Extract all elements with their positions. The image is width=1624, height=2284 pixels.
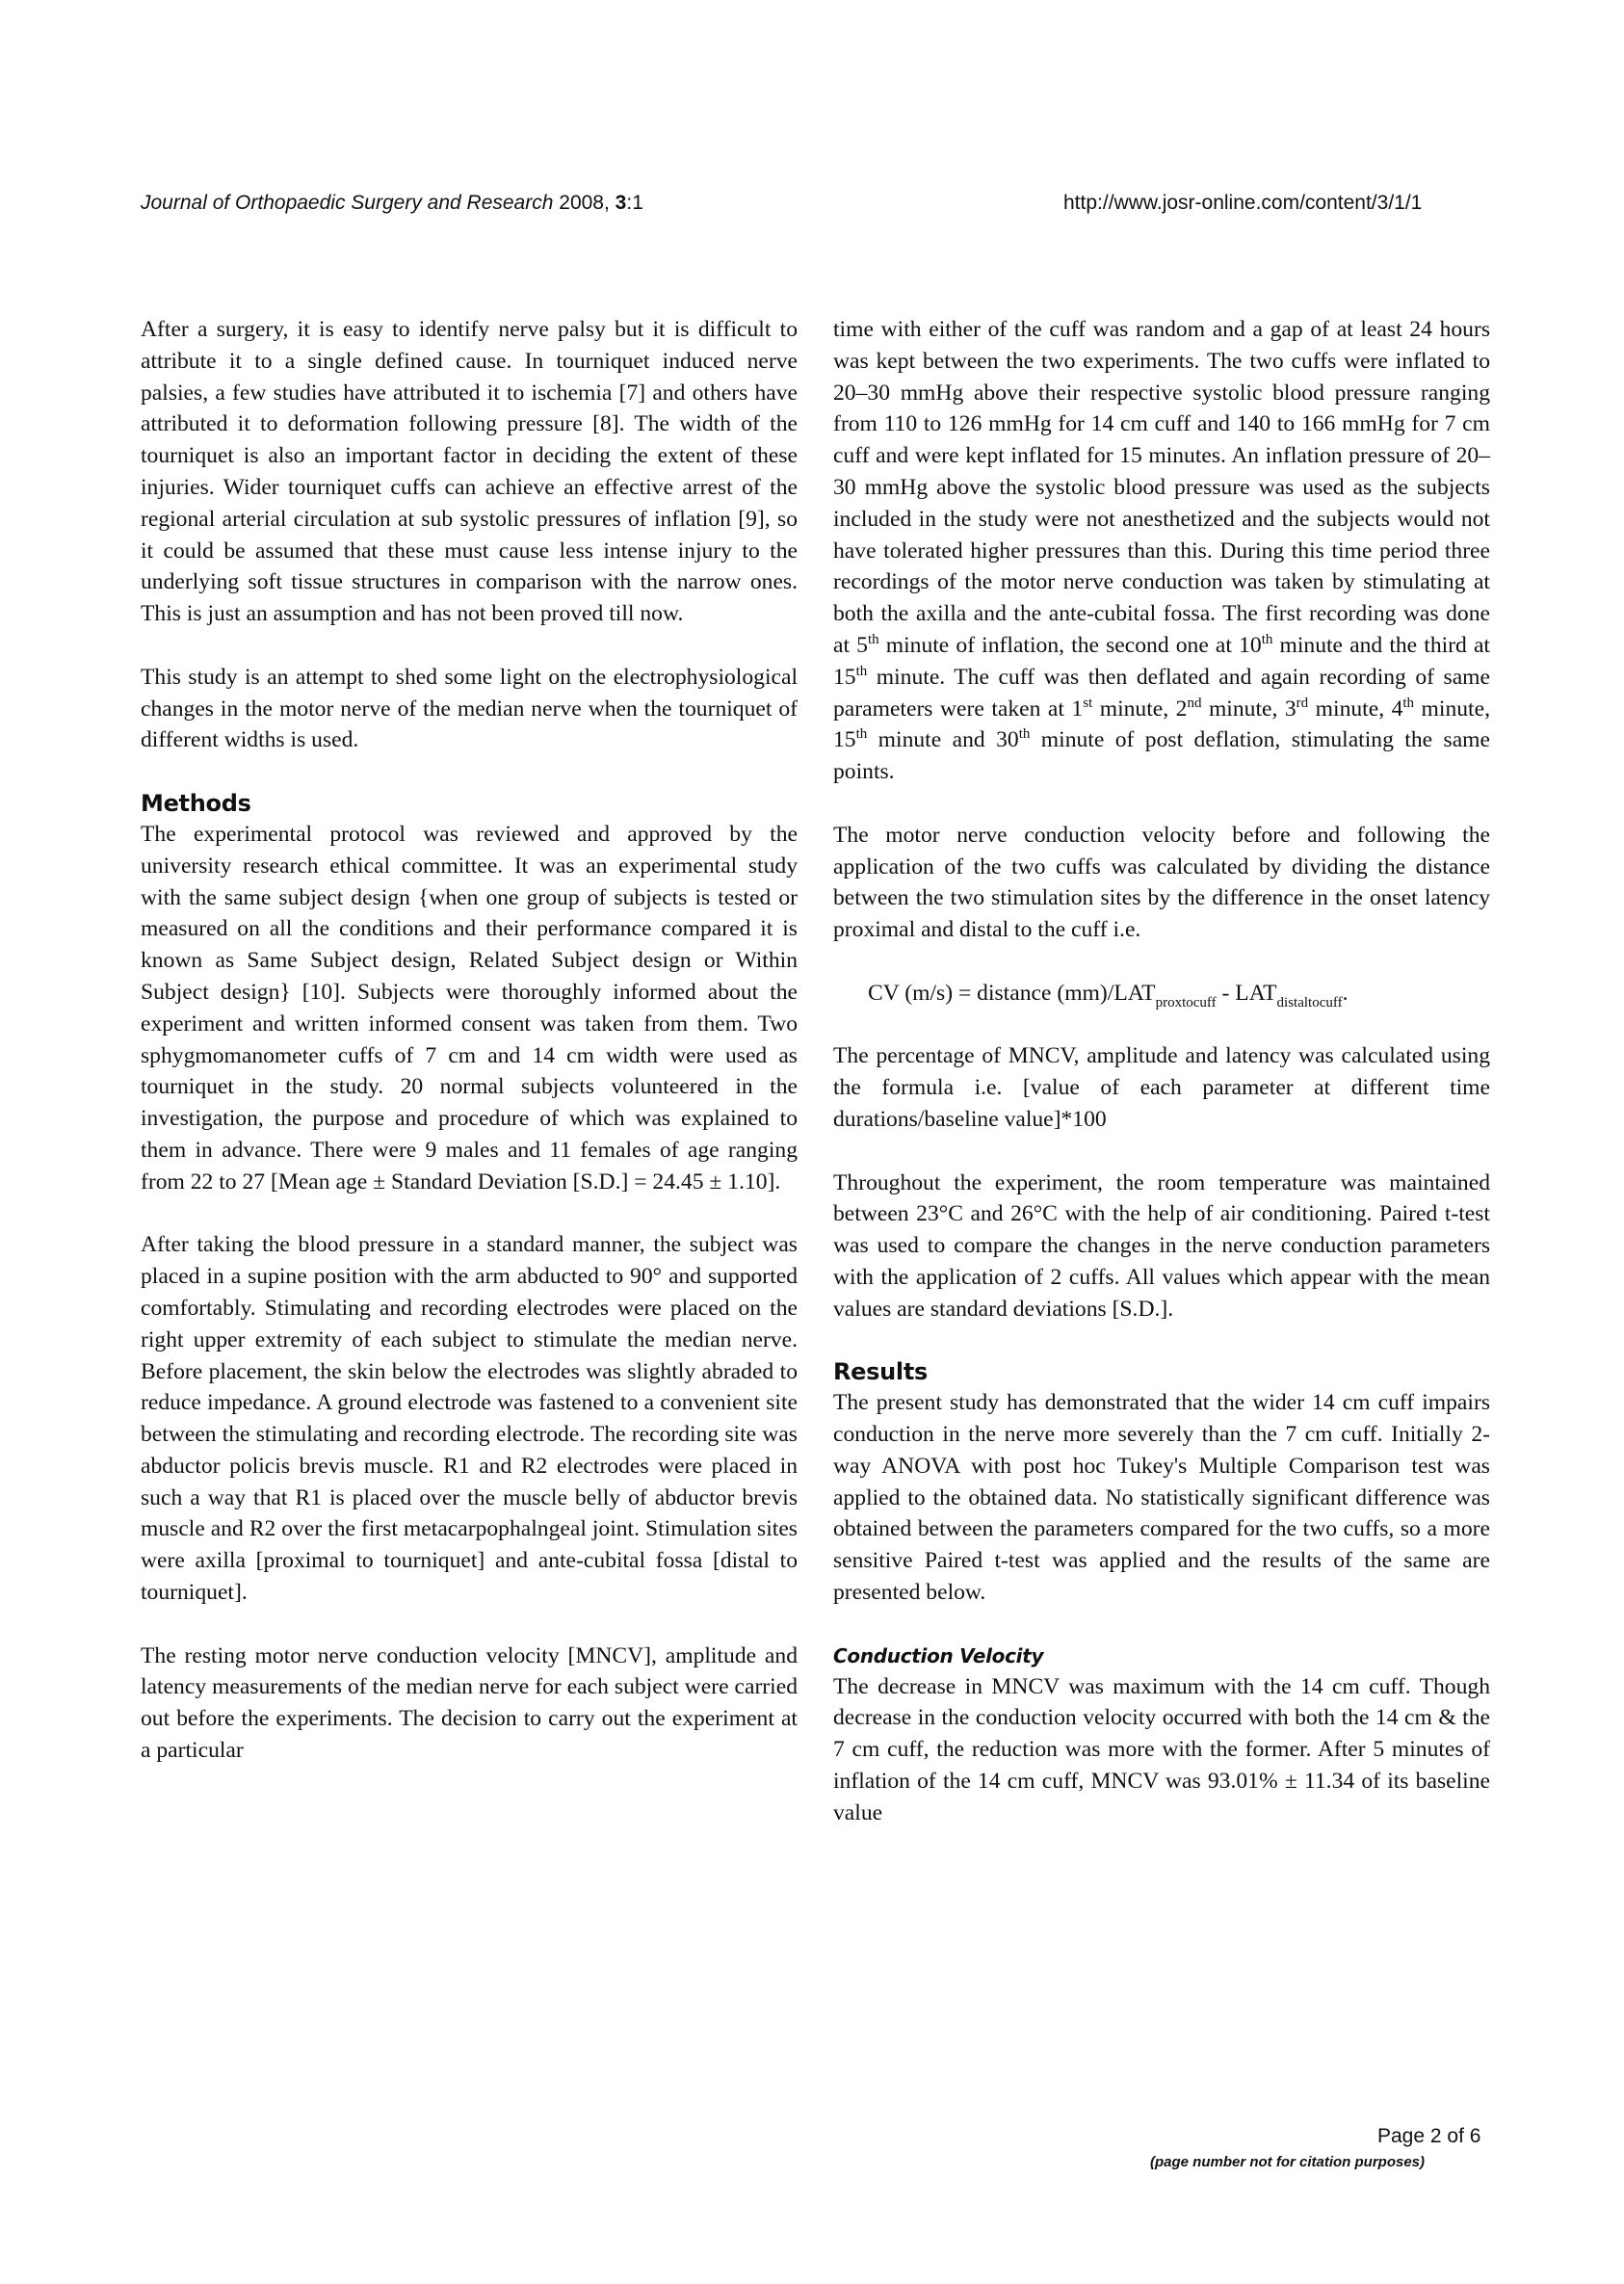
methods-paragraph-3: The resting motor nerve conduction velocity [MNCV], amplitude and latency measurements of the median nerve for each subject were carried out before the experiments. The decision to carry out the experiment at a particular xyxy=(141,1642,798,1764)
left-column xyxy=(141,314,798,1767)
journal-name: Journal of Orthopaedic Surgery and Research xyxy=(141,192,554,214)
formula-mid: - LAT xyxy=(1216,980,1277,1006)
methods-heading: Methods xyxy=(141,789,251,817)
superscript: th xyxy=(1402,695,1415,711)
article-url[interactable]: http://www.josr-online.com/content/3/1/1 xyxy=(1063,192,1423,214)
superscript: th xyxy=(855,663,868,679)
journal-issue: :1 xyxy=(626,192,643,214)
cv-calculation-paragraph: The motor nerve conduction velocity before and following the application of the two cuffs was calculated by dividing the distance between the two stimulation sites by the difference in the onset latency proximal and distal to the cuff i.e. xyxy=(833,822,1490,943)
right-column xyxy=(833,314,1490,1829)
citation-note: (page number not for citation purposes) xyxy=(1150,2154,1426,2170)
methods-paragraph-2: After taking the blood pressure in a standard manner, the subject was placed in a supine position with the arm abducted to 90° and supported comfortably. Stimulating and recording electrodes were placed on the right upper extremity of each subject to stimulate the median nerve. Before placement, the skin below the electrodes was slightly abraded to reduce impedance. A ground electrode was fastened to a convenient site between the stimulating and recording electrode. The recording site was abductor policis brevis muscle. R1 and R2 electrodes were placed in such a way that R1 is placed over the muscle belly of abductor brevis muscle and R2 over the first metacarpophalngeal joint. Stimulation sites were axilla [proximal to tourniquet] and ante-cubital fossa [distal to tourniquet]. xyxy=(141,1232,798,1606)
running-header-citation xyxy=(141,192,643,215)
superscript: th xyxy=(1261,631,1273,647)
percentage-paragraph: The percentage of MNCV, amplitude and latency was calculated using the formula i.e. [value of each parameter at different time durations/baseline value]*100 xyxy=(833,1043,1490,1132)
temperature-paragraph: Throughout the experiment, the room temperature was maintained between 23°C and 26°C with the help of air conditioning. Paired t-test was used to compare the changes in the nerve conduction parameters with the application of 2 cuffs. All values which appear with the mean values are standard deviations [S.D.]. xyxy=(833,1169,1490,1322)
formula-lhs: CV (m/s) = distance (mm)/LAT xyxy=(868,980,1156,1006)
superscript: nd xyxy=(1187,695,1202,711)
superscript: th xyxy=(867,631,879,647)
superscript: st xyxy=(1083,695,1093,711)
journal-volume: 3 xyxy=(615,192,627,214)
intro-paragraph-1: After a surgery, it is easy to identify nerve palsy but it is difficult to attribute it to a single defined cause. In tourniquet induced nerve palsies, a few studies have attributed it to ischemia [7] and others have attributed it to deformation following pressure [8]. The width of the tourniquet is also an important factor in deciding the extent of these injuries. Wider tourniquet cuffs can achieve an effective arrest of the regional arterial circulation at sub systolic pressures of inflation [9], so it could be assumed that these must cause less intense injury to the underlying soft tissue structures in comparison with the narrow ones. This is just an assumption and has not been proved till now. xyxy=(141,317,798,627)
methods-paragraph-1: The experimental protocol was reviewed and approved by the university research ethical committee. It was an experimental study with the same subject design {when one group of subjects is tested or measured on all the conditions and their performance compared it is known as Same Subject design, Related Subject design or Within Subject design} [10]. Subjects were thoroughly informed about the experiment and written informed consent was taken from them. Two sphygmomanometer cuffs of 7 cm and 14 cm width were used as tourniquet in the study. 20 normal subjects volunteered in the investigation, the purpose and procedure of which was explained to them in advance. There were 9 males and 11 females of age ranging from 22 to 27 [Mean age ± Standard Deviation [S.D.] = 24.45 ± 1.10]. xyxy=(141,821,798,1195)
results-paragraph-1: The present study has demonstrated that the wider 14 cm cuff impairs conduction in the nerve more severely than the 7 cm cuff. Initially 2-way ANOVA with post hoc Tukey's Multiple Comparison test was applied to the obtained data. No statistically significant difference was obtained between the parameters compared for the two cuffs, so a more sensitive Paired t-test was applied and the results of the same are presented below. xyxy=(833,1390,1490,1606)
superscript: rd xyxy=(1296,695,1309,711)
text-run: minute. The cuff was then deflated and again recording of same parameters were taken at 1 xyxy=(833,664,1490,722)
text-run: minute and 30 xyxy=(867,727,1019,753)
conduction-velocity-heading: Conduction Velocity xyxy=(833,1643,1044,1667)
formula-subscript: proxtocuff xyxy=(1155,994,1217,1011)
superscript: th xyxy=(1018,726,1031,743)
text-run: minute, 4 xyxy=(1308,696,1403,722)
formula-end: . xyxy=(1342,980,1349,1006)
text-run: minute, 2 xyxy=(1092,696,1188,722)
text-run: minute of inflation, the second one at 10 xyxy=(878,632,1262,658)
protocol-paragraph xyxy=(833,314,1490,788)
text-run: minute and the third at 15 xyxy=(833,632,1490,690)
text-run: minute of post deflation, stimulating the same points. xyxy=(833,727,1491,785)
intro-paragraph-2: This study is an attempt to shed some light on the electrophysiological changes in the motor nerve of the median nerve when the tourniquet of different widths is used. xyxy=(141,664,798,753)
formula-subscript: distaltocuff xyxy=(1276,994,1343,1011)
page-number: Page 2 of 6 xyxy=(1377,2125,1481,2147)
superscript: th xyxy=(855,726,868,743)
text-run: minute, 15 xyxy=(833,696,1490,753)
cv-formula xyxy=(833,978,1490,1010)
text-run: time with either of the cuff was random and a gap of at least 24 hours was kept between the two experiments. The two cuffs were inflated to 20–30 mmHg above their respective systolic blood pressure ranging from 110 to 126 mmHg for 14 cm cuff and 140 to 166 mmHg for 7 cm cuff and were kept inflated for 15 minutes. An inflation pressure of 20–30 mmHg above the systolic blood pressure was used as the subjects included in the study were not anesthetized and the subjects would not have tolerated higher pressures than this. During this time period three recordings of the motor nerve conduction was taken by stimulating at both the axilla and the ante-cubital fossa. The first recording was done at 5 xyxy=(833,317,1490,658)
text-run: minute, 3 xyxy=(1201,696,1297,722)
journal-year: 2008, xyxy=(559,192,610,214)
results-heading: Results xyxy=(833,1358,929,1386)
conduction-velocity-paragraph: The decrease in MNCV was maximum with the 14 cm cuff. Though decrease in the conduction velocity occurred with both the 14 cm & the 7 cm cuff, the reduction was more with the former. After 5 minutes of inflation of the 14 cm cuff, MNCV was 93.01% ± 11.34 of its baseline value xyxy=(833,1673,1490,1825)
